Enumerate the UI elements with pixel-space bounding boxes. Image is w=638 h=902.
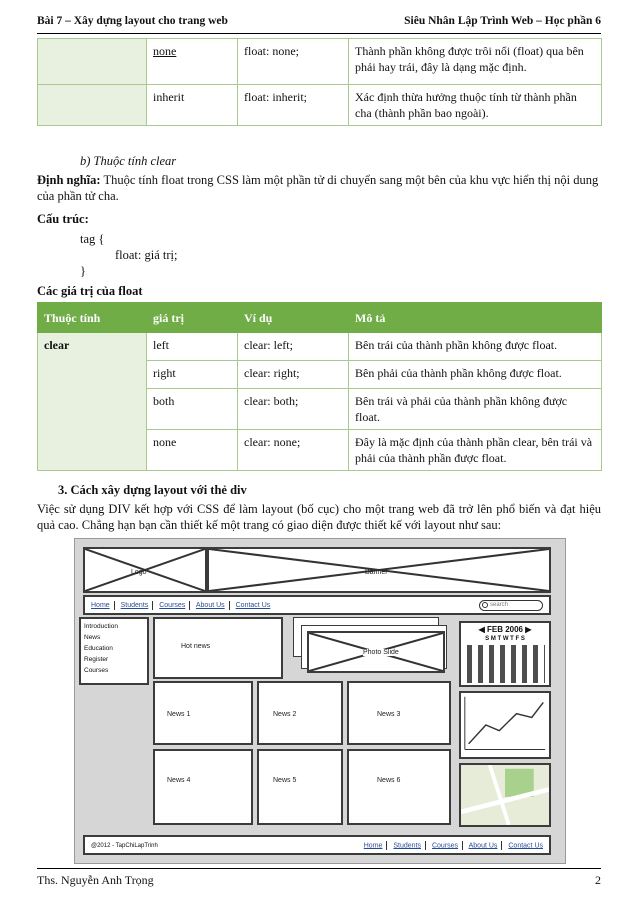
chevron-left-icon[interactable]: ◀ <box>478 625 487 634</box>
wf-hot-news <box>153 617 283 679</box>
wf-sidebar-item[interactable]: Register <box>84 656 109 663</box>
wf-footer-courses[interactable]: Courses <box>431 842 459 850</box>
clear-values-table <box>37 302 602 471</box>
table-cell <box>38 39 147 85</box>
wf-footer-about[interactable]: About Us <box>468 842 498 850</box>
table-cell: left <box>147 333 238 361</box>
wf-map <box>459 763 551 827</box>
wf-search-placeholder: search <box>490 602 509 608</box>
wf-calendar <box>459 621 551 687</box>
page-number: 2 <box>595 873 601 887</box>
table-cell: clear: left; <box>238 333 349 361</box>
wf-footer-students[interactable]: Students <box>393 842 422 850</box>
wf-news-6: News 6 <box>347 749 451 825</box>
wf-footer-home[interactable]: Home <box>363 842 383 850</box>
header-left: Bài 7 – Xây dựng layout cho trang web <box>37 15 228 27</box>
wf-search-box[interactable] <box>479 600 543 611</box>
section-3-paragraph: Việc sử dụng DIV kết hợp với CSS để làm layout (bố cục) cho một trang web đã trở lên phổ biến và đạt hiệu quả cao. Chẳng hạn bạn cần thiết kế một trang có giao diện được thiết kế với layout như sau: <box>37 502 601 532</box>
code-line-2: float: giá trị; <box>115 248 178 262</box>
wf-logo <box>83 547 207 593</box>
wf-sidebar-item[interactable]: News <box>84 634 101 641</box>
table-cell: clear: both; <box>238 389 349 430</box>
wf-nav-courses[interactable]: Courses <box>159 602 186 609</box>
definition-paragraph: Định nghĩa: Thuộc tính float trong CSS làm một phần tử di chuyển sang một bên của khu vực hiển thị nội dung của phần tử cha. <box>37 173 599 203</box>
section-3-heading: 3. Cách xây dựng layout với thẻ div <box>58 483 247 497</box>
table-cell: Đây là mặc định của thành phần clear, bên trái và phải của thành phần được float. <box>349 430 602 471</box>
table-cell: right <box>147 361 238 389</box>
float-values-table-continued <box>37 38 602 126</box>
wf-photo-slide <box>307 631 445 673</box>
wf-news-3: News 3 <box>347 681 451 745</box>
wf-logo-label: Logo <box>131 569 147 576</box>
wf-banner <box>207 547 551 593</box>
wf-nav-bar <box>83 595 551 615</box>
table-cell: Bên trái và phải của thành phần không được float. <box>349 389 602 430</box>
wf-chart <box>459 691 551 759</box>
wf-sidebar-item[interactable]: Courses <box>84 667 109 674</box>
wf-banner-label: Banner <box>365 569 388 576</box>
wf-photo-slide-label: Photo Slide <box>363 649 399 656</box>
wf-footer-contact[interactable]: Contact Us <box>508 842 543 850</box>
table-cell: inherit <box>147 85 238 126</box>
table-row <box>38 39 602 85</box>
wf-hot-news-label: Hot news <box>181 643 211 650</box>
code-line-1: tag { <box>80 232 105 246</box>
table-header: Ví dụ <box>238 303 349 333</box>
table-cell: float: none; <box>238 39 349 85</box>
footer-author: Ths. Nguyễn Anh Trọng <box>37 873 154 887</box>
table-header: giá trị <box>147 303 238 333</box>
table-header: Mô tả <box>349 303 602 333</box>
wf-news-5: News 5 <box>257 749 343 825</box>
table-header: Thuộc tính <box>38 303 147 333</box>
wf-sidebar-item[interactable]: Introduction <box>84 623 118 630</box>
wf-calendar-header: ◀ FEB 2006 ▶ <box>478 625 532 634</box>
wf-news-1: News 1 <box>153 681 253 745</box>
wf-footer-bar <box>83 835 551 855</box>
header-right: Siêu Nhân Lập Trình Web – Học phần 6 <box>404 15 601 27</box>
table-cell: none <box>147 39 238 85</box>
table-cell: clear <box>38 333 147 471</box>
table-row <box>38 333 602 361</box>
wf-nav-students[interactable]: Students <box>120 602 149 609</box>
chevron-right-icon[interactable]: ▶ <box>523 625 532 634</box>
values-heading: Các giá trị của float <box>37 284 143 298</box>
wf-calendar-days: S M T W T F S <box>485 636 525 642</box>
table-header-row <box>38 303 602 333</box>
wf-sidebar <box>79 617 149 685</box>
table-cell: clear: right; <box>238 361 349 389</box>
wf-calendar-grid <box>467 645 545 683</box>
table-cell: float: inherit; <box>238 85 349 126</box>
search-icon <box>482 602 488 608</box>
table-cell: Bên trái của thành phần không được float. <box>349 333 602 361</box>
wf-nav-contact[interactable]: Contact Us <box>235 602 271 609</box>
table-cell: Thành phần không được trôi nổi (float) qua bên phải hay trái, đây là dạng mặc định. <box>349 39 602 85</box>
table-cell: clear: none; <box>238 430 349 471</box>
wf-copyright: @2012 - TapChiLapTrinh <box>91 843 158 849</box>
table-cell: both <box>147 389 238 430</box>
section-b-heading: b) Thuộc tính clear <box>80 154 177 168</box>
table-row <box>38 85 602 126</box>
wf-sidebar-item[interactable]: Education <box>84 645 113 652</box>
code-line-3: } <box>80 264 86 278</box>
table-cell: Xác định thừa hưởng thuộc tính từ thành phần cha (thành phần bao ngoài). <box>349 85 602 126</box>
structure-label: Cấu trúc: <box>37 212 89 226</box>
wf-news-2: News 2 <box>257 681 343 745</box>
wf-nav-home[interactable]: Home <box>91 602 110 609</box>
page-header <box>37 14 601 34</box>
wf-news-4: News 4 <box>153 749 253 825</box>
table-cell <box>38 85 147 126</box>
page-footer <box>37 868 601 888</box>
table-cell: none <box>147 430 238 471</box>
layout-wireframe-image <box>74 538 566 864</box>
wf-nav-about[interactable]: About Us <box>195 602 225 609</box>
table-cell: Bên phải của thành phần không được float. <box>349 361 602 389</box>
